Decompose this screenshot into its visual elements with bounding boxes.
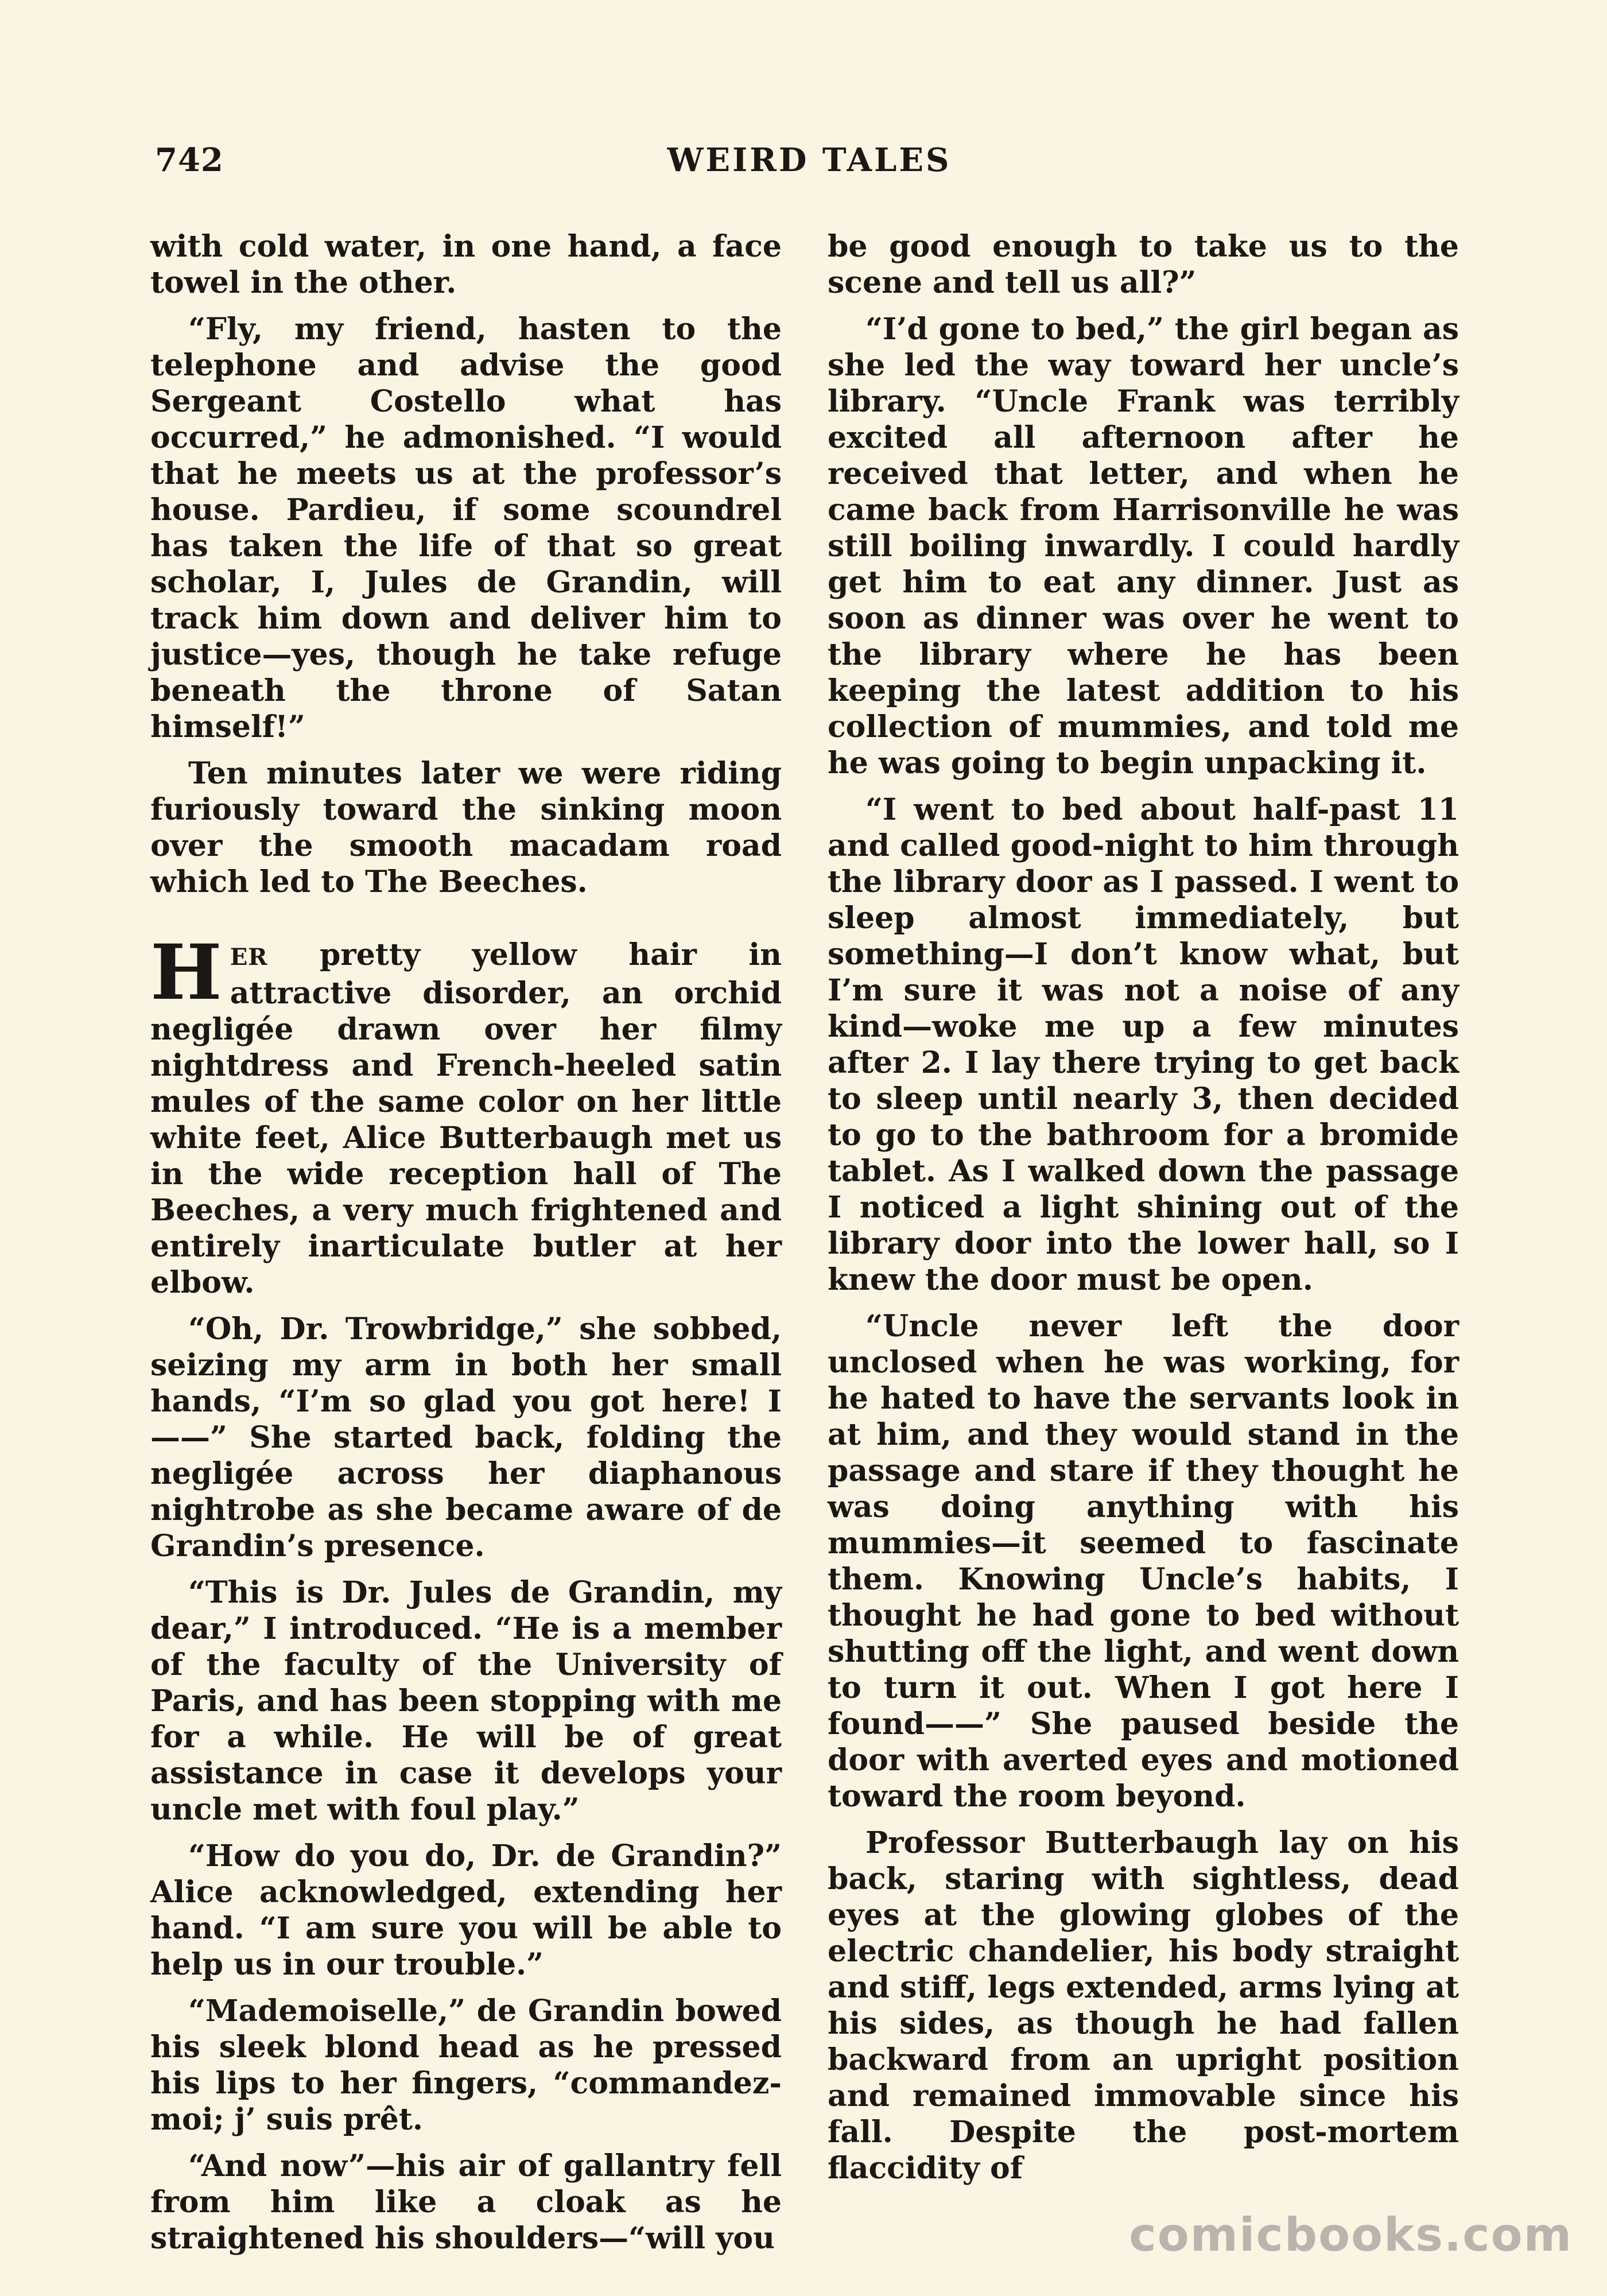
paragraph: “I’d gone to bed,” the girl began as she led the way toward her uncle’s library. “Uncle Frank was terribly excited all afternoon after he received that letter, and when he came back from Harrisonville he was still boiling inwardly. I could hardly get him to eat any dinner. Just as soon as dinner was over he went to the library where he has been keeping the latest addition to his collection of mummies, and told me he was going to begin unpacking it. — [828, 312, 1459, 781]
paragraph: “Uncle never left the door unclosed when he was working, for he hated to have the servants look in at him, and they would stand in the passage and stare if they thought he was doing anything with his mummies—it seemed to fascinate them. Knowing Uncle’s habits, I thought he had gone to bed without shutting off the light, and went down to turn it out. When I got here I found——” She paused beside the door with averted eyes and motioned toward the room beyond. — [828, 1309, 1459, 1814]
paragraph: “And now”—his air of gallantry fell from him like a cloak as he straightened his shoulders—“will you — [150, 2148, 782, 2256]
watermark: comicbooks.com — [1129, 2208, 1573, 2262]
paragraph: “I went to bed about half-past 11 and called good-night to him through the library door as I passed. I went to sleep almost immediately, but something—I don’t know what, but I’m sure it was not a noise of any kind—woke me up a few minutes after 2. I lay there trying to get back to sleep until nearly 3, then decided to go to the bathroom for a bromide tablet. As I walked down the passage I noticed a light shining out of the library door into the lower hall, so I knew the door must be open. — [828, 792, 1459, 1297]
paragraph: “This is Dr. Jules de Grandin, my dear,” I introduced. “He is a member of the faculty of the University of Paris, and has been stopping with me for a while. He will be of great assistance in case it develops your uncle met with foul play.” — [150, 1575, 782, 1827]
paragraph: Ten minutes later we were riding furiously toward the sinking moon over the smooth macadam road which led to The Beeches. — [150, 756, 782, 899]
left-column — [150, 228, 782, 2256]
paragraph: with cold water, in one hand, a face towel in the other. — [150, 229, 782, 300]
paragraph: “Oh, Dr. Trowbridge,” she sobbed, seizing my arm in both her small hands, “I’m so glad you got here! I——” She started back, folding the negligée across her diaphanous nightrobe as she became aware of de Grandin’s presence. — [150, 1312, 782, 1564]
section-opening-paragraph — [150, 928, 782, 1301]
paragraph: “Mademoiselle,” de Grandin bowed his sleek blond head as he pressed his lips to her fingers, “commandez-moi; j’ suis prêt. — [150, 1994, 782, 2137]
drop-cap: H — [150, 928, 222, 1017]
paragraph: be good enough to take us to the scene and tell us all?” — [828, 229, 1459, 300]
paragraph: “How do you do, Dr. de Grandin?” Alice acknowledged, extending her hand. “I am sure you will be able to help us in our trouble.” — [150, 1839, 782, 1982]
page-number: 742 — [155, 141, 224, 179]
paragraph: Professor Butterbaugh lay on his back, staring with sightless, dead eyes at the glowing globes of the electric chandelier, his body straight and stiff, legs extended, arms lying at his sides, as though he had fallen backward from an upright position and remained immovable since his fall. Despite the post-mortem flaccidity of — [828, 1825, 1459, 2186]
small-caps-lead: ER — [230, 944, 268, 971]
right-column — [828, 228, 1459, 2186]
page-header — [155, 141, 1464, 187]
running-title: WEIRD TALES — [667, 141, 952, 179]
paragraph: “Fly, my friend, hasten to the telephone and advise the good Sergeant Costello what has occurred,” he admonished. “I would that he meets us at the professor’s house. Pardieu, if some scoundrel has taken the life of that so great scholar, I, Jules de Grandin, will track him down and deliver him to justice—yes, though he take refuge beneath the throne of Satan himself!” — [150, 312, 782, 744]
paragraph-text: pretty yellow hair in attractive disorder, an orchid negligée drawn over her filmy nightdress and French-heeled satin mules of the same color on her little white feet, Alice Butterbaugh met us in the wide reception hall of The Beeches, a very much frightened and entirely inarticulate butler at her elbow. — [150, 937, 782, 1300]
